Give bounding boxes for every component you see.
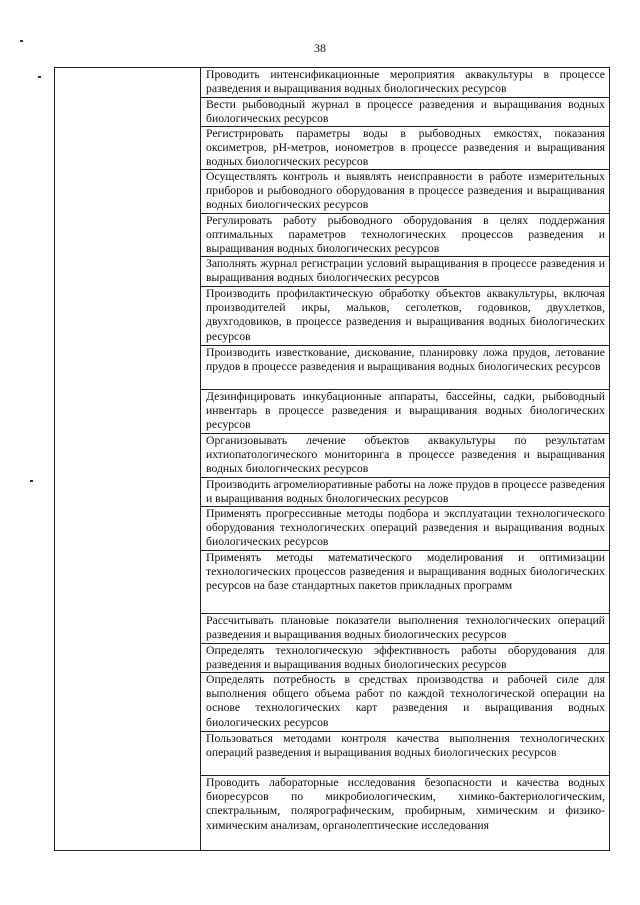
table-row: Вести рыбоводный журнал в процессе разведения и выращивания водных биологических ресурсов	[201, 98, 609, 127]
table-row: Дезинфицировать инкубационные аппараты, бассейны, садки, рыбоводный инвентарь в процессе разведения и выращивания водных биологических ресурсов	[201, 390, 609, 434]
table-row: Пользоваться методами контроля качества выполнения технологических операций разведения и выращивания водных биологических ресурсов	[201, 732, 609, 776]
table-row: Применять методы математического моделирования и оптимизации технологических процессов разведения и выращивания водных биологических ресурсов на базе стандартных пакетов прикладных программ	[201, 551, 609, 614]
table-row: Осуществлять контроль и выявлять неисправности в работе измерительных приборов и рыбоводного оборудования в процессе разведения и выращивания водных биологических ресурсов	[201, 170, 609, 214]
table-row: Заполнять журнал регистрации условий выращивания в процессе разведения и выращивания водных биологических ресурсов	[201, 257, 609, 287]
table-row: Производить профилактическую обработку объектов аквакультуры, включая производителей икры, мальков, сеголетков, годовиков, двухлетков, двухгодовиков, в процессе разведения и выращивания водных биологических ресурсов	[201, 287, 609, 346]
table-row: Определять потребность в средствах производства и рабочей силе для выполнения общего объема работ по каждой технологической операции на основе технологических карт разведения и выращивания водных биологических ресурсов	[201, 673, 609, 732]
margin-mark	[30, 480, 33, 482]
table-row: Регистрировать параметры воды в рыбоводных емкостях, показания оксиметров, pH-метров, ионометров в процессе разведения и выращивания водных биологических ресурсов	[201, 127, 609, 170]
table-row: Регулировать работу рыбоводного оборудования в целях поддержания оптимальных параметров технологических процессов разведения и выращивания водных биологических ресурсов	[201, 214, 609, 257]
skills-table	[54, 67, 610, 851]
page-number: 38	[314, 41, 326, 55]
table-row: Проводить интенсификационные мероприятия аквакультуры в процессе разведения и выращивания водных биологических ресурсов	[201, 68, 609, 98]
table-row: Организовывать лечение объектов аквакультуры по результатам ихтиопатологического мониторинга в процессе разведения и выращивания водных биологических ресурсов	[201, 434, 609, 478]
margin-mark	[38, 76, 41, 78]
table-right-column	[201, 68, 609, 850]
table-row: Определять технологическую эффективность работы оборудования для разведения и выращивания водных биологических ресурсов	[201, 644, 609, 673]
table-row: Проводить лабораторные исследования безопасности и качества водных биоресурсов по микробиологическим, химико-бактериологическим, спектральным, полярографическим, пробирным, химическим и физико-химическим анализам, органолептические исследования	[206, 776, 605, 832]
table-row: Применять прогрессивные методы подбора и эксплуатации технологического оборудования технологических операций разведения и выращивания водных биологических ресурсов	[201, 507, 609, 551]
table-row: Производить агромелиоративные работы на ложе прудов в процессе разведения и выращивания водных биологических ресурсов	[201, 478, 609, 507]
table-row: Рассчитывать плановые показатели выполнения технологических операций разведения и выращивания водных биологических ресурсов	[201, 614, 609, 644]
table-left-column	[55, 68, 201, 850]
table-row: Производить известкование, дискование, планировку ложа прудов, летование прудов в процессе разведения и выращивания водных биологических ресурсов	[201, 346, 609, 390]
margin-mark	[20, 40, 23, 42]
